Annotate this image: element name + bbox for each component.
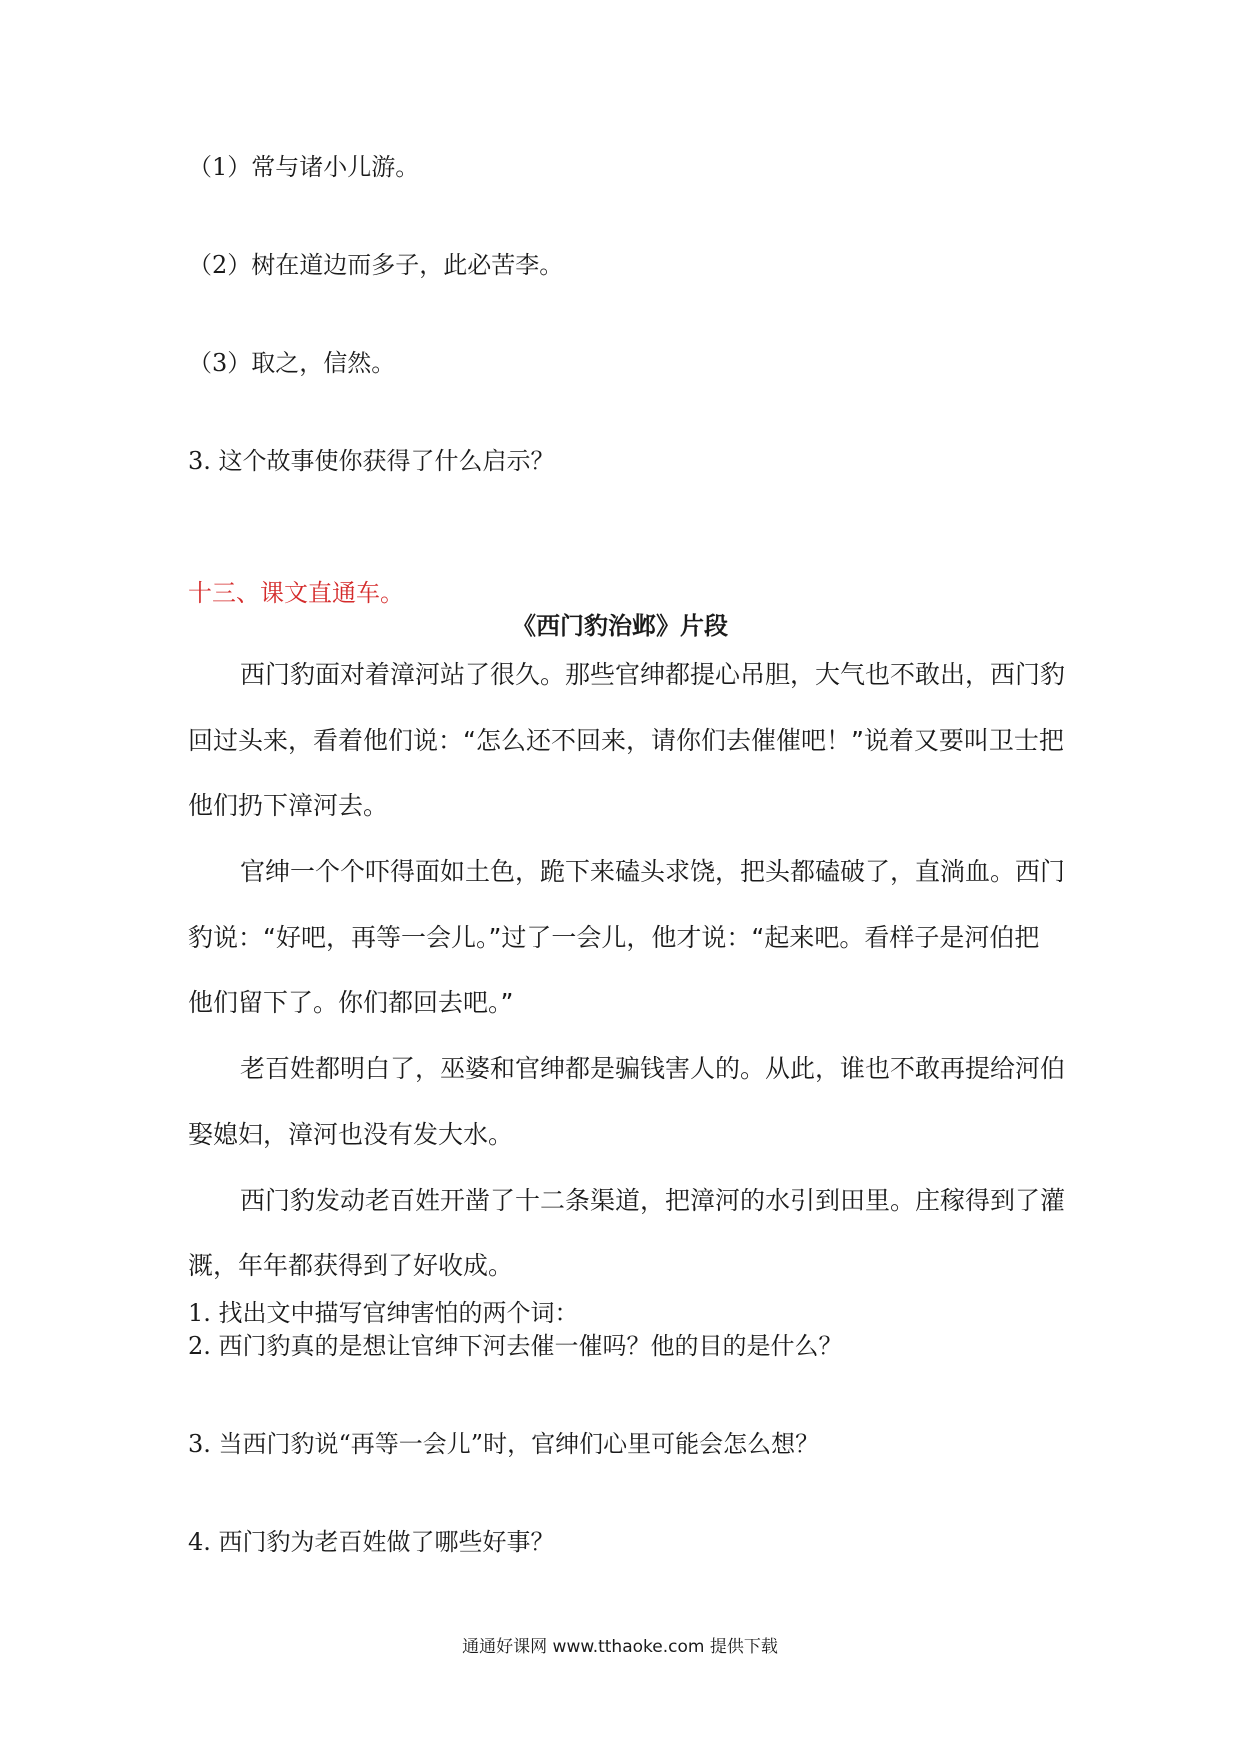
passage-line: 官绅一个个吓得面如土色，跪下来磕头求饶，把头都磕破了，直淌血。西门 [240,857,1066,886]
footer-text: 通通好课网 www.tthaoke.com 提供下载 [462,1637,778,1657]
question-2: 2. 西门豹真的是想让官绅下河去催一催吗？他的目的是什么？ [188,1332,843,1360]
passage-title: 《西门豹治邺》片段 [512,612,728,640]
passage-line: 回过头来，看着他们说：“怎么还不回来，请你们去催催吧！”说着又要叫卫士把 [188,726,1064,755]
passage-line: 他们留下了。你们都回去吧。” [188,988,514,1017]
sub-question-1: （1）常与诸小儿游。 [188,153,420,181]
sub-question-2: （2）树在道边而多子，此必苦李。 [188,251,564,279]
passage-line: 娶媳妇，漳河也没有发大水。 [188,1120,514,1149]
passage-line: 豹说：“好吧，再等一会儿。”过了一会儿，他才说：“起来吧。看样子是河伯把 [188,923,1040,952]
passage-line: 西门豹发动老百姓开凿了十二条渠道，把漳河的水引到田里。庄稼得到了灌 [240,1186,1066,1215]
passage-line: 溉，年年都获得到了好收成。 [188,1251,514,1280]
question-4: 4. 西门豹为老百姓做了哪些好事？ [188,1528,555,1556]
section-heading: 十三、课文直通车。 [188,579,404,607]
question-1: 1. 找出文中描写官绅害怕的两个词： [188,1299,579,1327]
passage-line: 他们扔下漳河去。 [188,791,389,820]
question-3-top: 3. 这个故事使你获得了什么启示？ [188,447,555,475]
passage-line: 老百姓都明白了，巫婆和官绅都是骗钱害人的。从此，谁也不敢再提给河伯 [240,1054,1066,1083]
passage-line: 西门豹面对着漳河站了很久。那些官绅都提心吊胆，大气也不敢出，西门豹 [240,660,1066,689]
question-3: 3. 当西门豹说“再等一会儿”时，官绅们心里可能会怎么想？ [188,1430,820,1458]
sub-question-3: （3）取之，信然。 [188,349,396,377]
